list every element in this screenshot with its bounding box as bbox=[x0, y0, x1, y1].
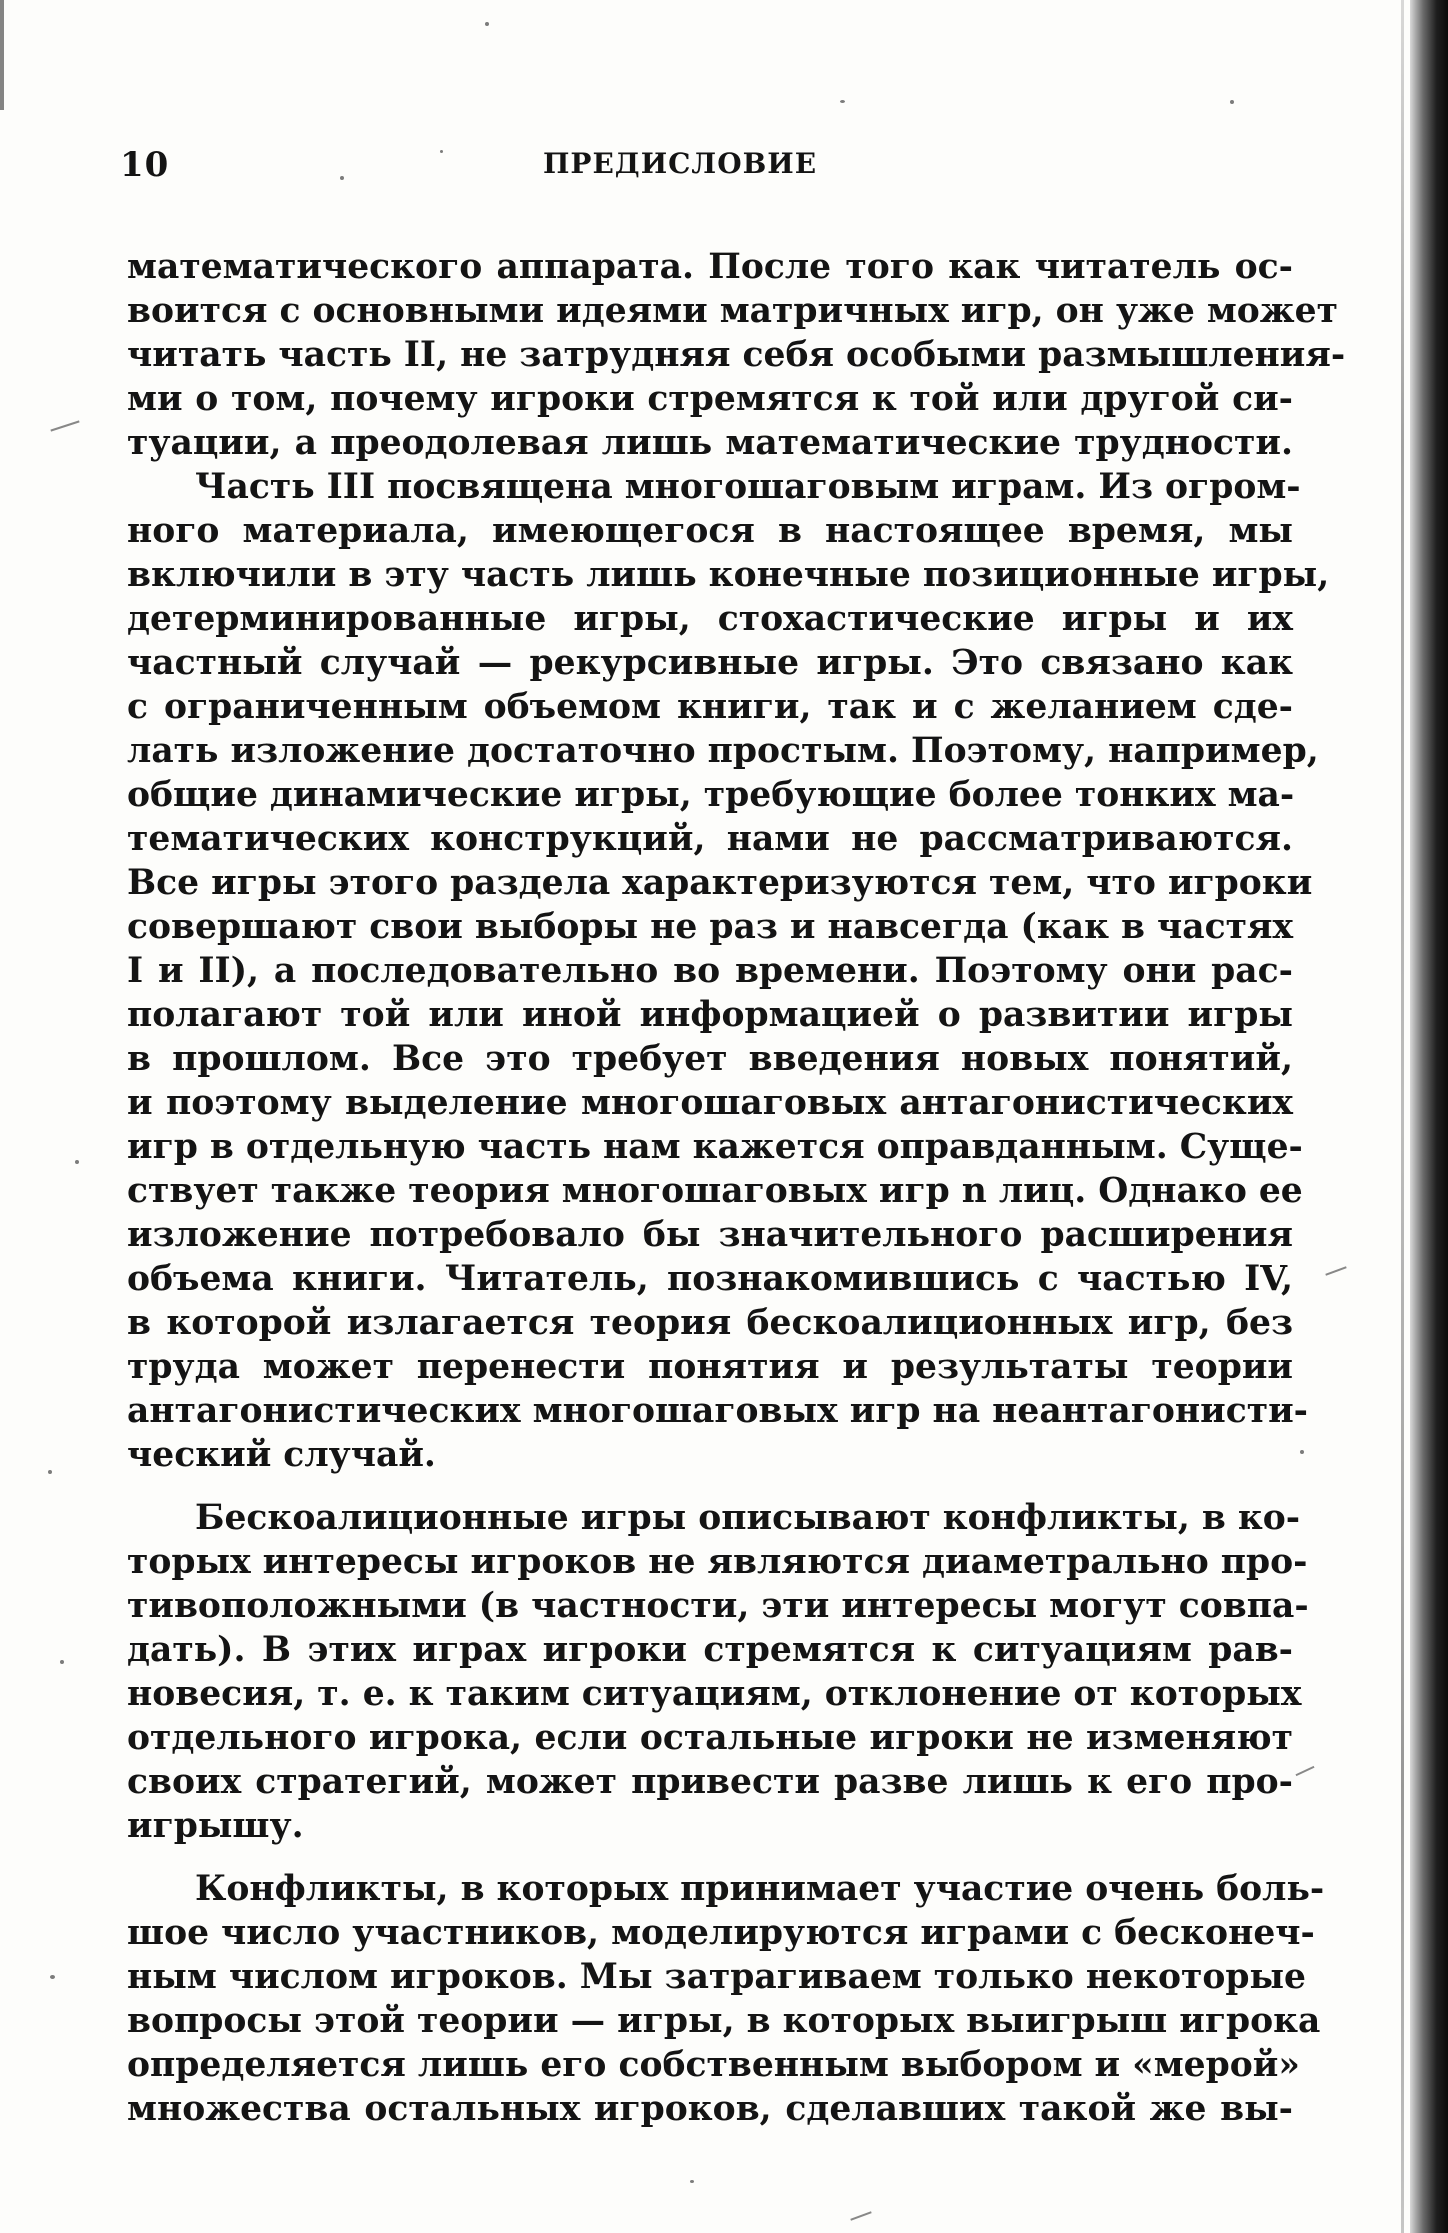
body-text bbox=[127, 245, 1346, 2131]
text-line: включили в эту часть лишь конечные позиционные игры, bbox=[127, 555, 1330, 595]
scan-speck bbox=[340, 176, 344, 180]
text-line: антагонистических многошаговых игр на неантагонисти- bbox=[127, 1391, 1309, 1431]
text-line: вопросы этой теории — игры, в которых выигрыш игрока bbox=[127, 2001, 1321, 2041]
text-line: изложение потребовало бы значительного расширения bbox=[127, 1215, 1293, 1255]
text-line: игр в отдельную часть нам кажется оправданным. Суще- bbox=[127, 1127, 1303, 1167]
scan-speck bbox=[690, 2180, 694, 2183]
text-line: I и II), а последовательно во времени. Поэтому они рас- bbox=[127, 951, 1293, 991]
text-line: отдельного игрока, если остальные игроки не изменяют bbox=[127, 1718, 1293, 1758]
text-line: туации, а преодолевая лишь математические трудности. bbox=[127, 423, 1293, 463]
text-line: ми о том, почему игроки стремятся к той или другой си- bbox=[127, 379, 1293, 419]
scan-spine-shadow bbox=[1410, 0, 1448, 2233]
scan-fold-line bbox=[1401, 0, 1404, 2233]
scan-left-edge bbox=[0, 0, 4, 110]
text-line: Часть III посвящена многошаговым играм. Из огром- bbox=[195, 467, 1301, 507]
text-line: Бескоалиционные игры описывают конфликты, в ко- bbox=[195, 1498, 1301, 1538]
text-line: с ограниченным объемом книги, так и с желанием сде- bbox=[127, 687, 1293, 727]
scan-speck bbox=[1300, 1450, 1304, 1454]
text-line: в прошлом. Все это требует введения новых понятий, bbox=[127, 1039, 1293, 1079]
scan-mark bbox=[1325, 1266, 1346, 1275]
text-line: тематических конструкций, нами не рассматриваются. bbox=[127, 819, 1293, 859]
scan-speck bbox=[48, 1470, 52, 1474]
scan-speck bbox=[75, 1160, 79, 1164]
text-line: торых интересы игроков не являются диаметрально про- bbox=[127, 1542, 1308, 1582]
running-head: ПРЕДИСЛОВИЕ bbox=[542, 147, 818, 180]
text-line: ческий случай. bbox=[127, 1435, 436, 1475]
scan-speck bbox=[50, 1975, 55, 1979]
text-line: Все игры этого раздела характеризуются тем, что игроки bbox=[127, 863, 1313, 903]
scan-speck bbox=[485, 22, 489, 26]
text-line: лать изложение достаточно простым. Поэтому, например, bbox=[127, 731, 1319, 771]
text-line: полагают той или иной информацией о развитии игры bbox=[127, 995, 1293, 1035]
text-line: труда может перенести понятия и результаты теории bbox=[127, 1347, 1293, 1387]
scan-speck bbox=[60, 1660, 64, 1664]
text-line: детерминированные игры, стохастические игры и их bbox=[127, 599, 1293, 639]
text-line: общие динамические игры, требующие более тонких ма- bbox=[127, 775, 1295, 815]
scan-mark bbox=[850, 2211, 871, 2220]
text-line: и поэтому выделение многошаговых антагонистических bbox=[127, 1083, 1293, 1123]
text-line: ного материала, имеющегося в настоящее время, мы bbox=[127, 511, 1293, 551]
text-line: тивоположными (в частности, эти интересы могут совпа- bbox=[127, 1586, 1309, 1626]
text-line: своих стратегий, может привести разве лишь к его про- bbox=[127, 1762, 1293, 1802]
text-line: ствует также теория многошаговых игр n лиц. Однако ее bbox=[127, 1171, 1303, 1211]
text-line: шое число участников, моделируются играми с бесконеч- bbox=[127, 1913, 1315, 1953]
text-line: определяется лишь его собственным выбором и «мерой» bbox=[127, 2045, 1300, 2085]
text-line: ным числом игроков. Мы затрагиваем только некоторые bbox=[127, 1957, 1306, 1997]
scan-mark bbox=[50, 420, 79, 431]
page-number: 10 bbox=[120, 145, 170, 185]
text-line: игрышу. bbox=[127, 1806, 304, 1846]
paragraph bbox=[127, 1867, 1325, 2131]
paragraph bbox=[127, 245, 1346, 465]
paragraph bbox=[127, 1496, 1309, 1848]
scan-speck bbox=[440, 150, 443, 153]
text-line: объема книги. Читатель, познакомившись с частью IV, bbox=[127, 1259, 1293, 1299]
text-line: множества остальных игроков, сделавших такой же вы- bbox=[127, 2089, 1293, 2129]
text-line: частный случай — рекурсивные игры. Это связано как bbox=[127, 643, 1293, 683]
scan-speck bbox=[840, 100, 845, 103]
text-line: математического аппарата. После того как читатель ос- bbox=[127, 247, 1293, 287]
text-line: Конфликты, в которых принимает участие очень боль- bbox=[195, 1869, 1325, 1909]
text-line: воится с основными идеями матричных игр, он уже может bbox=[127, 291, 1338, 331]
scan-mark bbox=[1296, 1766, 1315, 1776]
scan-speck bbox=[1230, 100, 1234, 104]
text-line: новесия, т. е. к таким ситуациям, отклонение от которых bbox=[127, 1674, 1302, 1714]
text-line: совершают свои выборы не раз и навсегда (как в частях bbox=[127, 907, 1294, 947]
text-line: читать часть II, не затрудняя себя особыми размышления- bbox=[127, 335, 1346, 375]
text-line: дать). В этих играх игроки стремятся к ситуациям рав- bbox=[127, 1630, 1293, 1670]
text-line: в которой излагается теория бескоалиционных игр, без bbox=[127, 1303, 1293, 1343]
paragraph bbox=[127, 465, 1330, 1477]
